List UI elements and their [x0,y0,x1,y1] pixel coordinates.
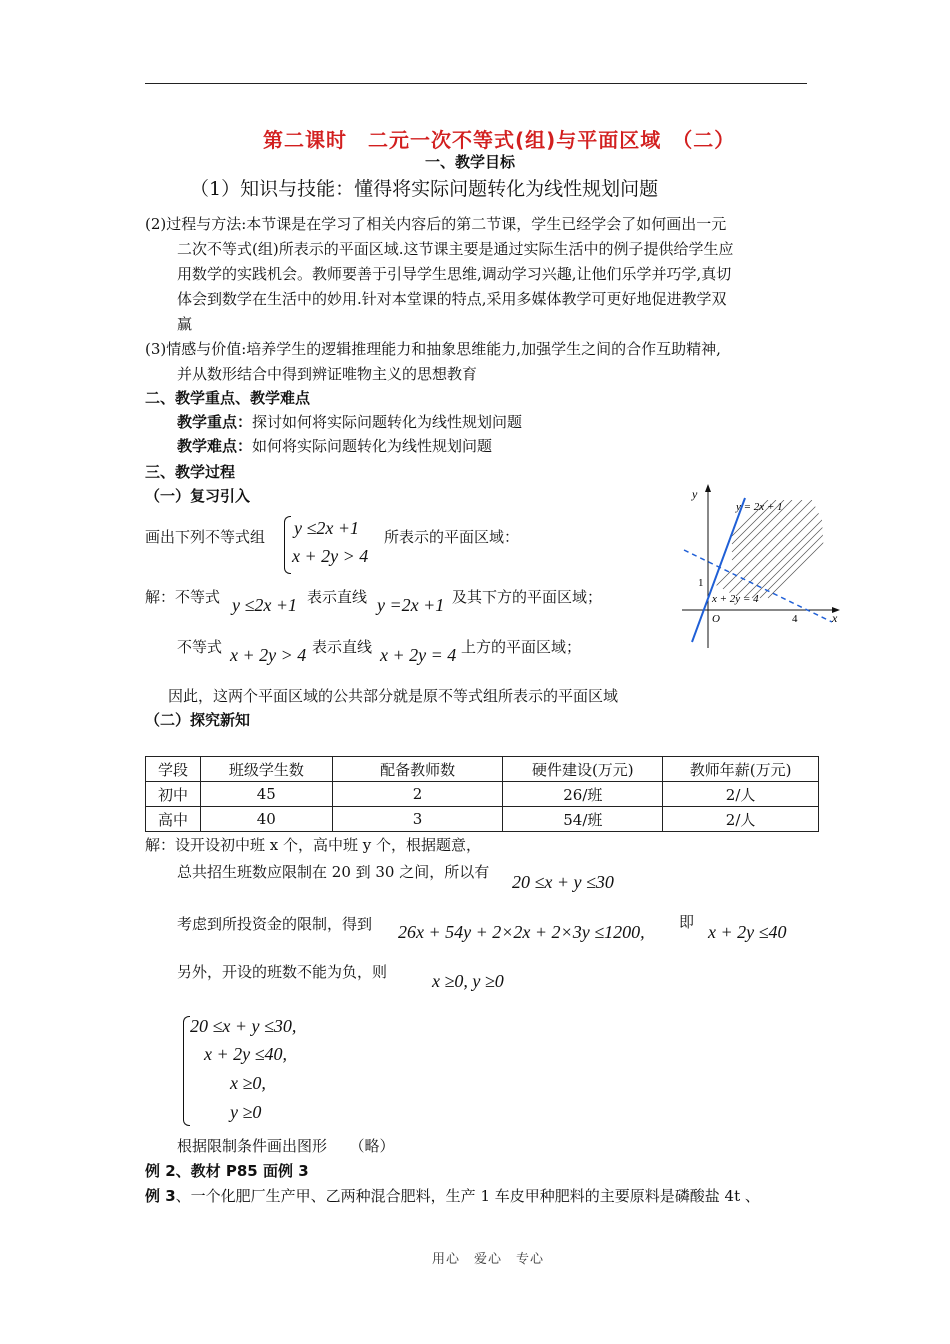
system-1-line-1: y ≤2x +1 [294,518,360,538]
difficult-point-label: 教学难点： [177,437,253,455]
inequality-f: x ≥0, y ≥0 [432,971,504,991]
origin-label: O [712,613,720,625]
x-tick-label: 4 [792,613,798,625]
line-a: y =2x +1 [377,595,445,615]
example-3-label: 例 3 [145,1187,176,1205]
goal-process-line-5: 赢 [177,315,193,333]
region-graph [672,480,844,652]
section-key-points: 二、教学重点、教学难点 [145,389,311,407]
solution2-line-3: 考虑到所投资金的限制，得到 [177,915,373,933]
solution-b-mid: 表示直线 [312,638,373,656]
solution-b-suffix: 上方的平面区域； [461,638,582,656]
solution-a-mid: 表示直线 [307,588,368,606]
solution-a-suffix: 及其下方的平面区域； [452,588,603,606]
table-row [146,807,819,832]
system-1-line-2: x + 2y > 4 [292,546,369,566]
system-2-brace [183,1016,190,1126]
table-cell: 3 [332,807,503,832]
solution2-line-4: 另外，开设的班数不能为负，则 [177,963,388,981]
example-3-text: 、一个化肥厂生产甲、乙两种混合肥料，生产 1 车皮甲种肥料的主要原料是磷酸盐 4t 、 [175,1187,760,1205]
inequality-c: 20 ≤x + y ≤30 [512,872,614,892]
table-cell: 54/班 [503,807,663,832]
data-table [145,756,819,832]
table-cell: 2/人 [663,782,819,807]
goal-knowledge: （1）知识与技能：懂得将实际问题转化为线性规划问题 [190,178,659,200]
x-axis-label: x [832,611,838,625]
system-2-line-1: 20 ≤x + y ≤30, [190,1016,297,1036]
table-header: 教师年薪(万元) [663,757,819,782]
table-cell: 26/班 [503,782,663,807]
line-x-plus-2y-eq-4 [684,550,832,622]
solution2-line-2: 总共招生班数应限制在 20 到 30 之间，所以有 [177,863,490,881]
system-1-brace [284,516,291,574]
table-cell: 2 [332,782,503,807]
section-process: 三、教学过程 [145,463,236,481]
table-header: 配备教师数 [332,757,503,782]
ji-word: 即 [679,913,695,931]
conclusion: 因此，这两个平面区域的公共部分就是原不等式组所表示的平面区域 [168,687,619,705]
difficult-point [177,434,492,459]
draw-suffix: 所表示的平面区域： [384,528,520,546]
subsection-explore: （二）探究新知 [145,711,251,729]
y-tick-label: 1 [698,577,704,589]
goal-process-line-1: (2)过程与方法:本节课是在学习了相关内容后的第二节课，学生已经学会了如何画出一元 [145,215,727,233]
table-header: 硬件建设(万元) [503,757,663,782]
example-2: 例 2、教材 P85 面例 3 [145,1162,309,1180]
inequality-d: 26x + 54y + 2×2x + 2×3y ≤1200, [398,922,645,942]
table-cell: 初中 [146,782,201,807]
table-header: 班级学生数 [200,757,332,782]
goal-emotion-line-2: 并从数形结合中得到辨证唯物主义的思想教育 [177,365,478,383]
key-point-label: 教学重点： [177,413,253,431]
inequality-b: x + 2y > 4 [230,645,307,665]
solution-a-prefix: 解：不等式 [145,588,221,606]
goal-process-line-3: 用数学的实践机会。教师要善于引导学生思维,调动学习兴趣,让他们乐学并巧学,真切 [177,265,732,283]
system-2-line-3: x ≥0, [230,1073,266,1093]
inequality-e: x + 2y ≤40 [708,922,787,942]
table-cell: 40 [200,807,332,832]
example-3 [145,1184,760,1209]
draw-note: 根据限制条件画出图形 （略） [177,1137,395,1155]
header-rule [145,83,807,84]
table-cell: 2/人 [663,807,819,832]
key-point [177,410,522,435]
subsection-review: （一）复习引入 [145,487,251,505]
table-cell: 高中 [146,807,201,832]
inequality-a: y ≤2x +1 [232,595,298,615]
goal-process-line-2: 二次不等式(组)所表示的平面区域.这节课主要是通过实际生活中的例子提供给学生应 [177,240,734,258]
table-header-row [146,757,819,782]
line2-label: x + 2y = 4 [712,593,759,605]
table-header: 学段 [146,757,201,782]
shaded-region [712,500,844,598]
system-2-line-4: y ≥0 [230,1102,262,1122]
system-2-line-2: x + 2y ≤40, [204,1044,288,1064]
solution2-line-1: 解：设开设初中班 x 个，高中班 y 个，根据题意， [145,836,482,854]
goal-process-line-4: 体会到数学在生活中的妙用.针对本堂课的特点,采用多媒体教学可更好地促进教学双 [177,290,727,308]
draw-prefix: 画出下列不等式组 [145,528,266,546]
solution-b-prefix: 不等式 [177,638,223,656]
page-title: 第二课时 二元一次不等式(组)与平面区域 （二） [263,128,736,152]
line-b: x + 2y = 4 [380,645,457,665]
table-cell: 45 [200,782,332,807]
difficult-point-text: 如何将实际问题转化为线性规划问题 [252,437,493,455]
goal-emotion-line-1: (3)情感与价值:培养学生的逻辑推理能力和抽象思维能力,加强学生之间的合作互助精神, [145,340,721,358]
section-teaching-goals: 一、教学目标 [425,153,516,171]
footer: 用心 爱心 专心 [432,1252,545,1267]
key-point-text: 探讨如何将实际问题转化为线性规划问题 [252,413,523,431]
line1-label: y = 2x + 1 [736,501,783,513]
table-row [146,782,819,807]
y-axis-arrow-icon [705,484,711,492]
y-axis-label: y [692,487,698,501]
